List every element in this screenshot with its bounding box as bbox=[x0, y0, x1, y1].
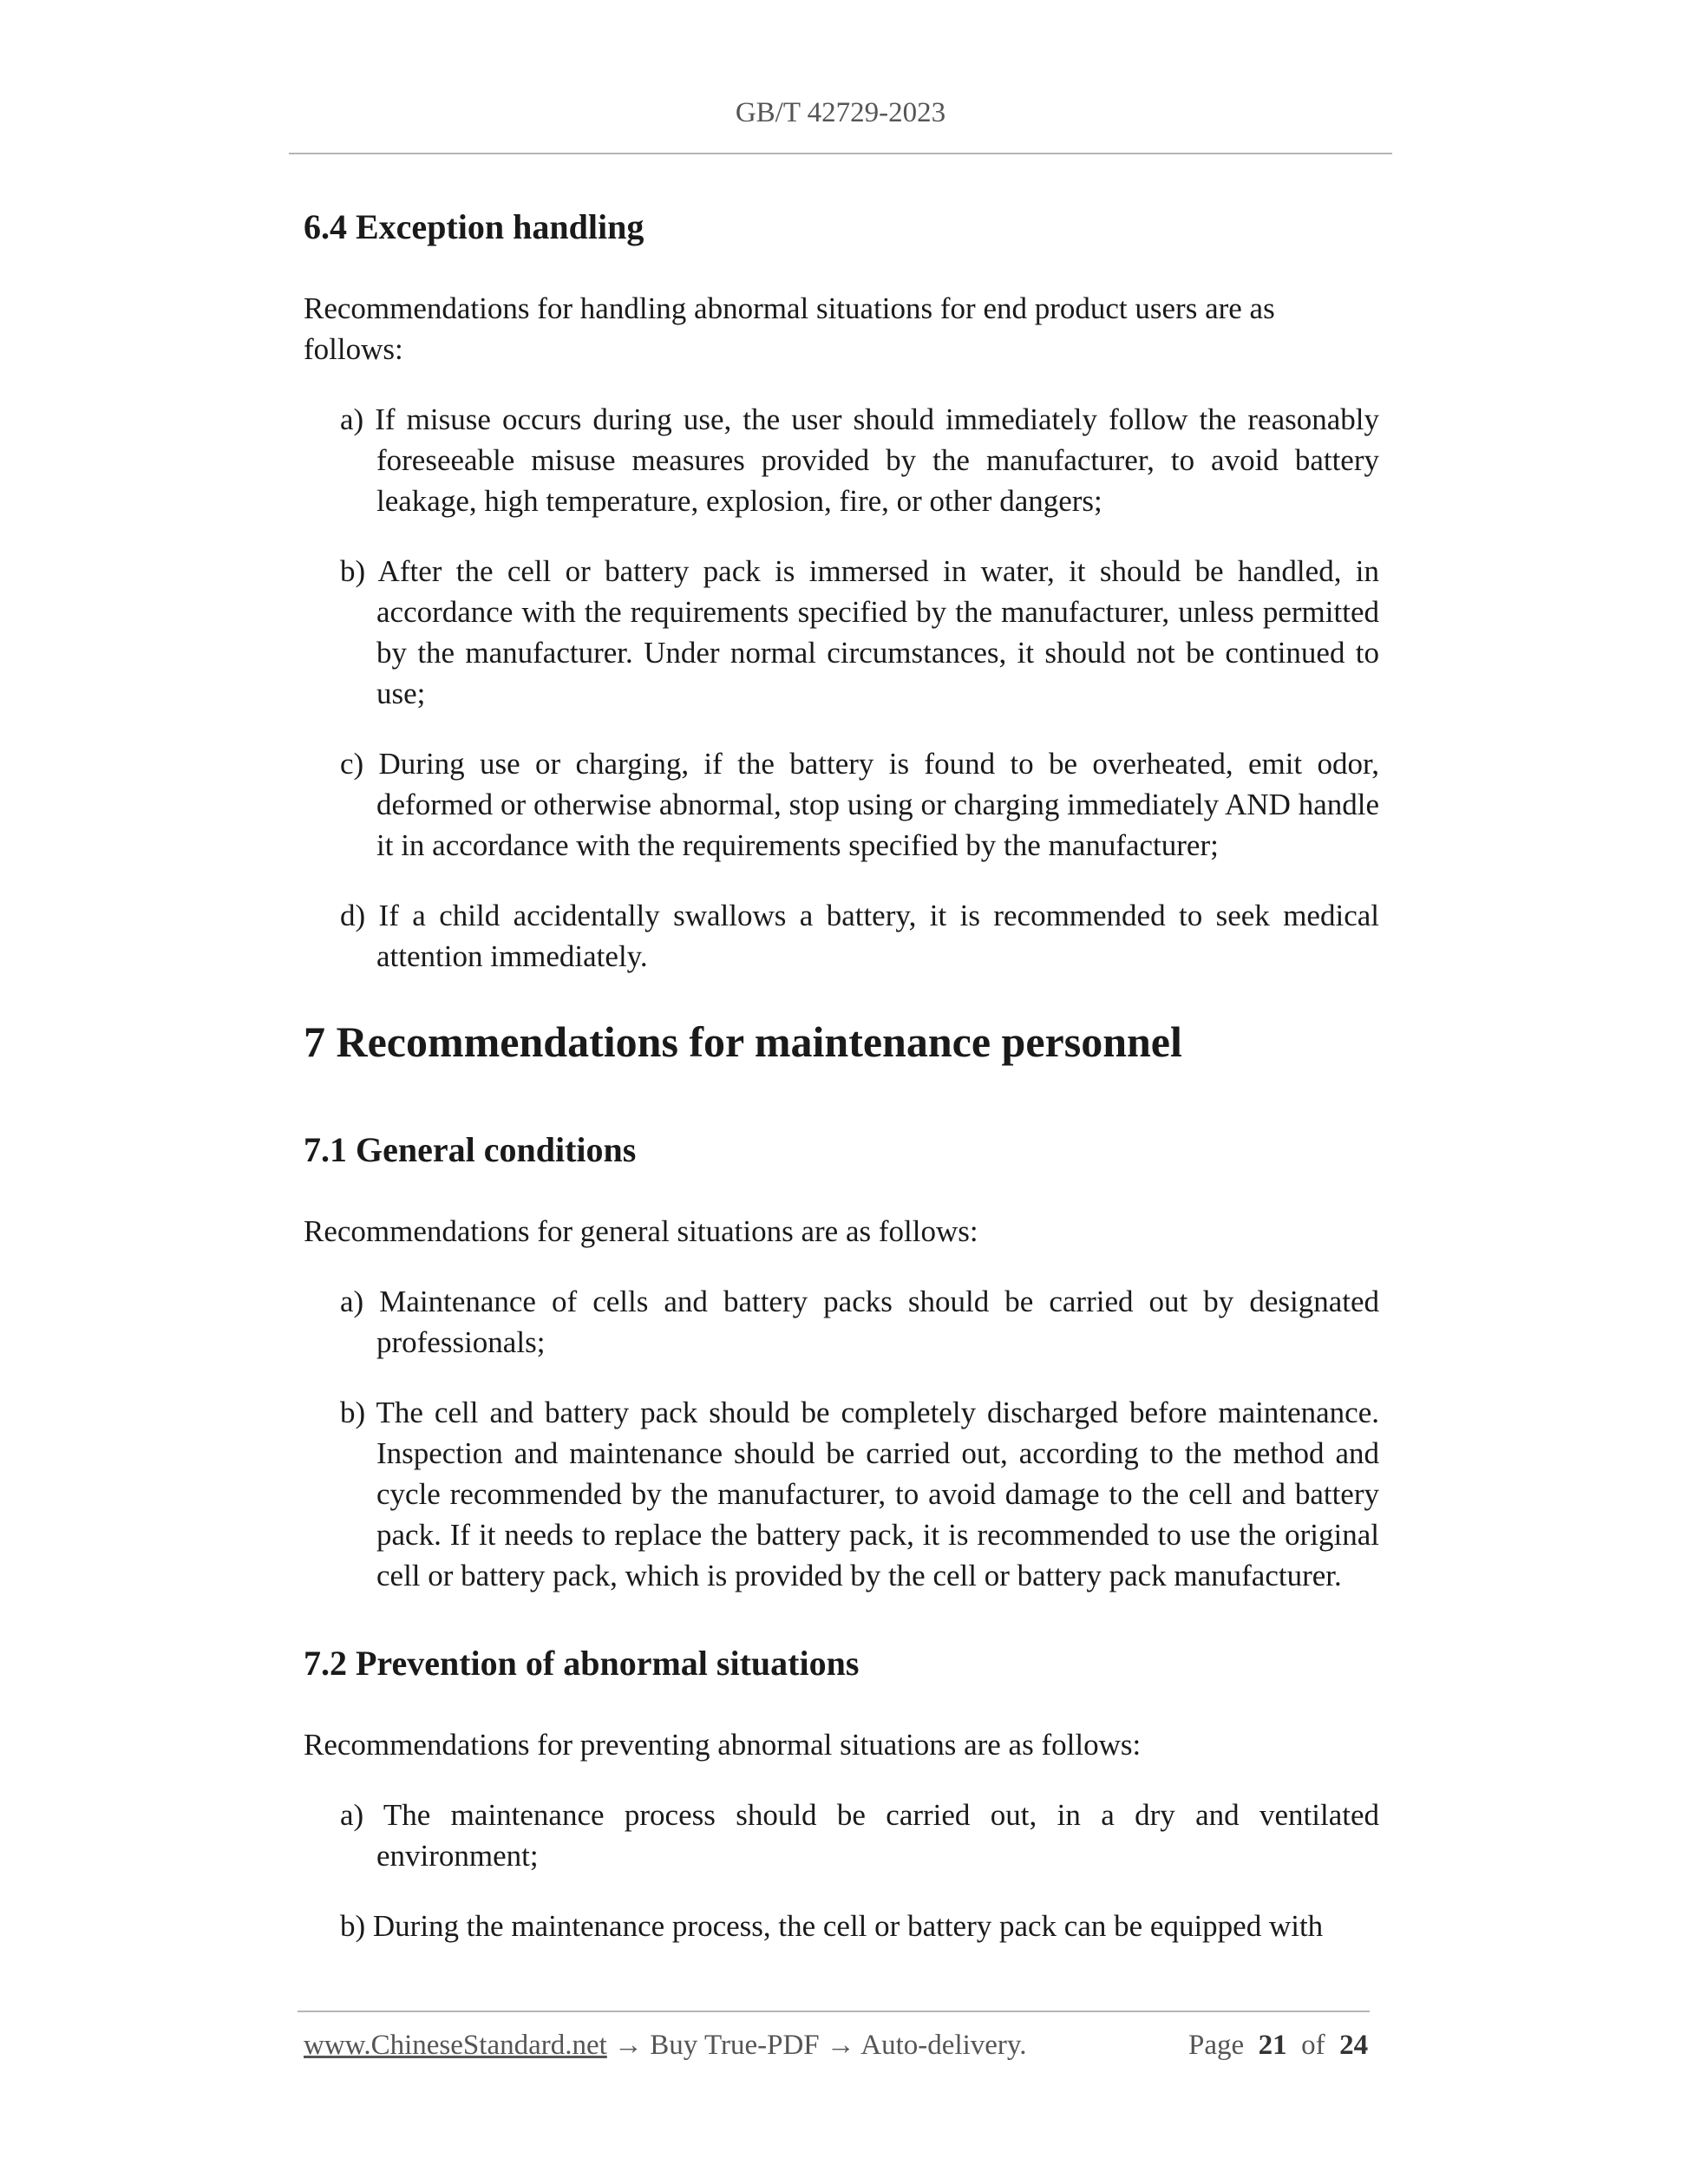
site-link[interactable]: www.ChineseStandard.net bbox=[304, 2030, 607, 2061]
footer-promo bbox=[304, 2030, 1027, 2062]
list-7-2 bbox=[304, 1795, 1379, 1946]
section-heading-7-2: 7.2 Prevention of abnormal situations bbox=[304, 1644, 860, 1683]
header-divider bbox=[289, 153, 1392, 154]
list-item: a) Maintenance of cells and battery packs should be carried out by designated professionals; bbox=[340, 1285, 1379, 1359]
promo-text: → Buy True-PDF → Auto-delivery. bbox=[606, 2030, 1027, 2061]
list-7-1 bbox=[304, 1281, 1379, 1596]
list-item: a) If misuse occurs during use, the user should immediately follow the reasonably foreseeable misuse measures provided by the manufacturer, to avoid battery leakage, high temperature, explosion, fire, or other dangers; bbox=[340, 402, 1379, 518]
section-intro-7-2: Recommendations for preventing abnormal situations are as follows: bbox=[304, 1728, 1142, 1762]
section-heading-6-4: 6.4 Exception handling bbox=[304, 207, 644, 246]
list-item: b) The cell and battery pack should be completely discharged before maintenance. Inspection and maintenance should be carried out, according to the method and cycle recommended by the manufacturer, to avoid damage to the cell and battery pack. If it needs to replace the battery pack, it is recommended to use the original cell or battery pack, which is provided by the cell or battery pack manufacturer. bbox=[340, 1396, 1379, 1592]
page-number bbox=[1188, 2030, 1368, 2062]
page-total: 24 bbox=[1339, 2030, 1369, 2061]
page-of: of bbox=[1301, 2030, 1325, 2061]
section-heading-7-1: 7.1 General conditions bbox=[304, 1130, 637, 1169]
page-body bbox=[304, 201, 1379, 1946]
list-item: d) If a child accidentally swallows a battery, it is recommended to seek medical attention immediately. bbox=[340, 899, 1379, 973]
list-item: b) After the cell or battery pack is immersed in water, it should be handled, in accordance with the requirements specified by the manufacturer, unless permitted by the manufacturer. Under normal circumstances, it should not be continued to use; bbox=[340, 554, 1379, 710]
header-doc-id: GB/T 42729-2023 bbox=[735, 97, 946, 128]
list-6-4 bbox=[304, 399, 1379, 977]
section-intro-7-1: Recommendations for general situations are as follows: bbox=[304, 1214, 978, 1248]
list-item: b) During the maintenance process, the cell or battery pack can be equipped with bbox=[340, 1909, 1324, 1943]
list-item: c) During use or charging, if the battery is found to be overheated, emit odor, deformed or otherwise abnormal, stop using or charging immediately AND handle it in accordance with the requirements specified by the manufacturer; bbox=[340, 747, 1379, 862]
page-label: Page bbox=[1188, 2030, 1245, 2061]
section-intro-6-4: Recommendations for handling abnormal situations for end product users are as follows: bbox=[304, 291, 1275, 366]
list-item: a) The maintenance process should be carried out, in a dry and ventilated environment; bbox=[340, 1798, 1379, 1873]
footer-divider bbox=[298, 2011, 1370, 2012]
page-current: 21 bbox=[1258, 2030, 1287, 2061]
chapter-heading-7: 7 Recommendations for maintenance personnel bbox=[304, 1017, 1182, 1066]
